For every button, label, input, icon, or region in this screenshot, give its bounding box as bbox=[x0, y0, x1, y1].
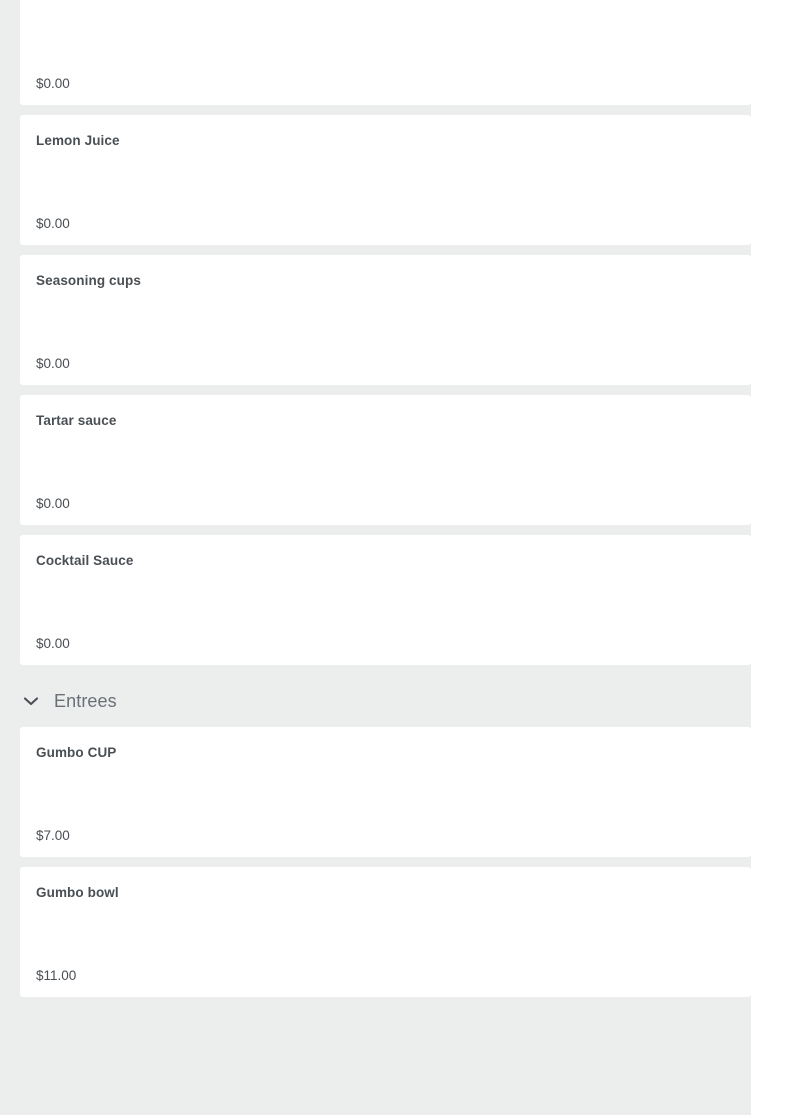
menu-item-name: Seasoning cups bbox=[36, 273, 141, 288]
menu-item-name: Gumbo CUP bbox=[36, 745, 117, 760]
menu-item-card[interactable] bbox=[20, 727, 751, 857]
menu-item-price: $7.00 bbox=[36, 828, 70, 843]
menu-item-price: $0.00 bbox=[36, 76, 70, 91]
menu-item-card[interactable] bbox=[20, 115, 751, 245]
menu-item-name: Gumbo bowl bbox=[36, 885, 119, 900]
menu-item-card[interactable] bbox=[20, 395, 751, 525]
chevron-down-icon[interactable] bbox=[20, 690, 42, 712]
menu-item-name: Lemon Juice bbox=[36, 133, 120, 148]
section-header-entrees[interactable] bbox=[0, 675, 751, 727]
menu-item-card[interactable] bbox=[20, 255, 751, 385]
menu-item-price: $11.00 bbox=[36, 968, 77, 983]
menu-item-card[interactable] bbox=[20, 867, 751, 997]
menu-item-price: $0.00 bbox=[36, 216, 70, 231]
section-title: Entrees bbox=[54, 690, 117, 711]
menu-item-price: $0.00 bbox=[36, 636, 70, 651]
menu-item-name: Tartar sauce bbox=[36, 413, 117, 428]
menu-item-price: $0.00 bbox=[36, 356, 70, 371]
menu-item-card[interactable] bbox=[20, 535, 751, 665]
right-gutter bbox=[751, 0, 785, 1115]
menu-item-price: $0.00 bbox=[36, 496, 70, 511]
menu-item-name: Cocktail Sauce bbox=[36, 553, 134, 568]
menu-item-card[interactable] bbox=[20, 0, 751, 105]
